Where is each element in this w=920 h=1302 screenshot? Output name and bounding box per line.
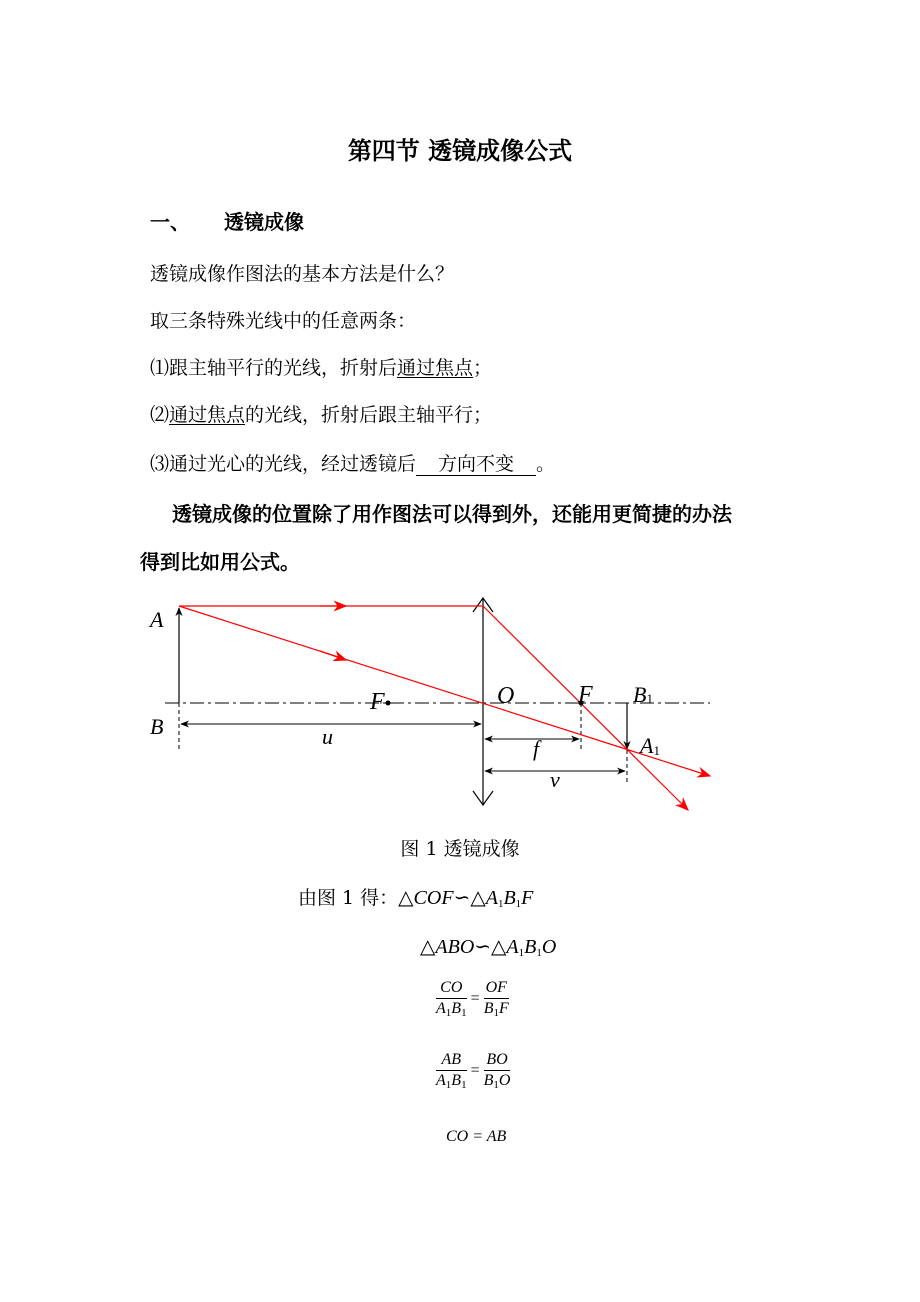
label-b1: B1 bbox=[633, 682, 653, 707]
equation-2: $\frac{AB}{A_1B_1}$ = $\frac{BO}{B_1O}$ bbox=[436, 1051, 511, 1091]
instruction-text: 取三条特殊光线中的任意两条： bbox=[150, 310, 417, 332]
label-f: f bbox=[533, 736, 540, 761]
label-f-left: F bbox=[370, 689, 385, 715]
center-ray bbox=[179, 606, 710, 776]
rule-2 bbox=[150, 400, 492, 427]
lens-diagram bbox=[0, 585, 920, 825]
rule-3-answer: 方向不变 bbox=[416, 453, 536, 476]
rule-2-prefix: ⑵ bbox=[150, 404, 170, 426]
label-f-right: F bbox=[578, 682, 593, 708]
label-u: u bbox=[322, 724, 333, 749]
intro-line-2: 得到比如用公式。 bbox=[140, 550, 300, 574]
focal-point-left bbox=[386, 701, 391, 706]
center-ray-arrow bbox=[320, 651, 346, 660]
fraction-right-2: $\frac{BO}{B_1O}$ bbox=[483, 1051, 511, 1091]
rule-1-suffix: ； bbox=[473, 357, 493, 379]
fraction-left-2: $\frac{AB}{A_1B_1}$ bbox=[436, 1051, 467, 1091]
label-a1: A1 bbox=[640, 733, 660, 758]
rule-1-prefix: ⑴跟主轴平行的光线，折射后 bbox=[150, 357, 398, 379]
rule-1-answer: 通过焦点 bbox=[397, 357, 474, 379]
derivation-line-1 bbox=[298, 883, 533, 910]
label-b: B bbox=[150, 714, 164, 739]
rule-2-answer: 通过焦点 bbox=[169, 404, 246, 426]
rule-3-suffix: 。 bbox=[536, 453, 556, 475]
similarity-1: $\triangle COF∽\triangle A_1B_1F$ bbox=[398, 887, 534, 910]
rule-2-suffix: 的光线，折射后跟主轴平行； bbox=[245, 404, 493, 426]
fraction-left-1: $\frac{CO}{A_1B_1}$ bbox=[436, 979, 467, 1019]
rule-1 bbox=[150, 353, 492, 380]
label-o: O bbox=[497, 683, 515, 709]
fraction-right-1: $\frac{OF}{B_1F}$ bbox=[483, 979, 509, 1019]
rule-3 bbox=[150, 449, 555, 476]
intro-line-1: 透镜成像的位置除了用作图法可以得到外，还能用更简捷的办法 bbox=[172, 502, 732, 526]
question-text: 透镜成像作图法的基本方法是什么？ bbox=[150, 263, 455, 285]
section-number: 一、 bbox=[150, 210, 190, 234]
label-v: v bbox=[550, 767, 560, 792]
rule-3-prefix: ⑶通过光心的光线，经过透镜后 bbox=[150, 453, 417, 475]
equation-3: CO = AB bbox=[446, 1128, 507, 1145]
derivation-lead: 由图 1 得： bbox=[298, 887, 399, 909]
label-a: A bbox=[150, 607, 164, 632]
page-title: 第四节 透镜成像公式 bbox=[347, 136, 573, 165]
figure-caption: 图 1 透镜成像 bbox=[400, 838, 520, 860]
section-title: 透镜成像 bbox=[224, 210, 304, 234]
similarity-2: $\triangle ABO∽\triangle A_1B_1O$ bbox=[420, 936, 557, 959]
equation-1: $\frac{CO}{A_1B_1}$ = $\frac{OF}{B_1F}$ bbox=[436, 979, 509, 1019]
section-heading bbox=[150, 206, 304, 235]
